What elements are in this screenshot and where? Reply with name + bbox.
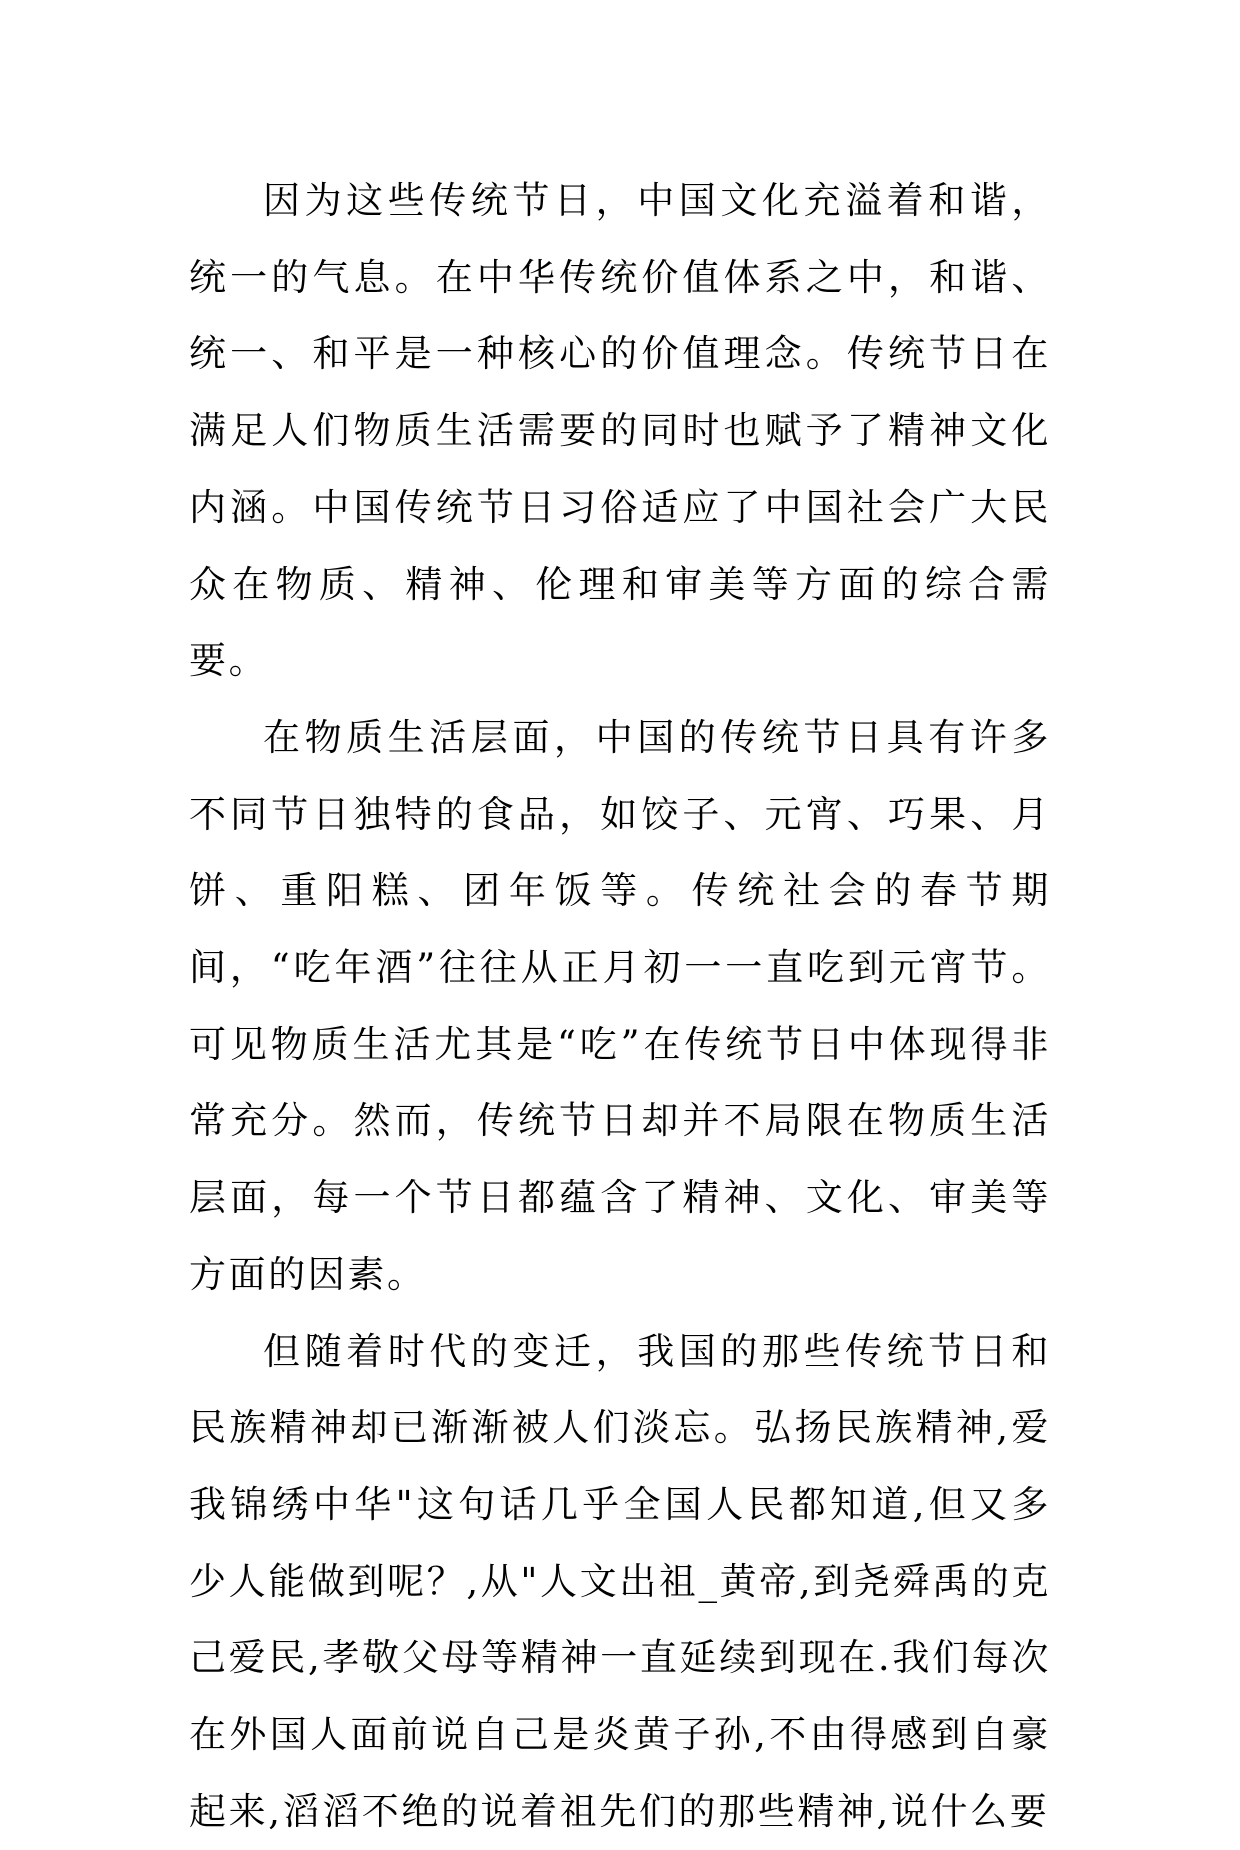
paragraph-3: 但随着时代的变迁，我国的那些传统节日和民族精神却已渐渐被人们淡忘。弘扬民族精神,爱我锦绣中华"这句话几乎全国人民都知道,但又多少人能做到呢？,从"人文出祖_黄帝,到尧舜禹的克己爱民,孝敬父母等精神一直延续到现在.我们每次在外国人面前说自己是炎黄子孙,不由得感到自豪起来,滔滔不绝的说着祖先们的那些精神,说什么要 — [189, 1329, 1051, 1833]
paragraph-2: 在物质生活层面，中国的传统节日具有许多不同节日独特的食品，如饺子、元宵、巧果、月饼、重阳糕、团年饭等。传统社会的春节期间，“吃年酒”往往从正月初一一直吃到元宵节。可见物质生活尤其是“吃”在传统节日中体现得非常充分。然而，传统节日却并不局限在物质生活层面，每一个节日都蕴含了精神、文化、审美等方面的因素。 — [189, 715, 1051, 1296]
document-body — [189, 163, 1051, 1850]
paragraph-1: 因为这些传统节日，中国文化充溢着和谐，统一的气息。在中华传统价值体系之中，和谐、统一、和平是一种核心的价值理念。传统节日在满足人们物质生活需要的同时也赋予了精神文化内涵。中国传统节日习俗适应了中国社会广大民众在物质、精神、伦理和审美等方面的综合需要。 — [189, 179, 1051, 683]
